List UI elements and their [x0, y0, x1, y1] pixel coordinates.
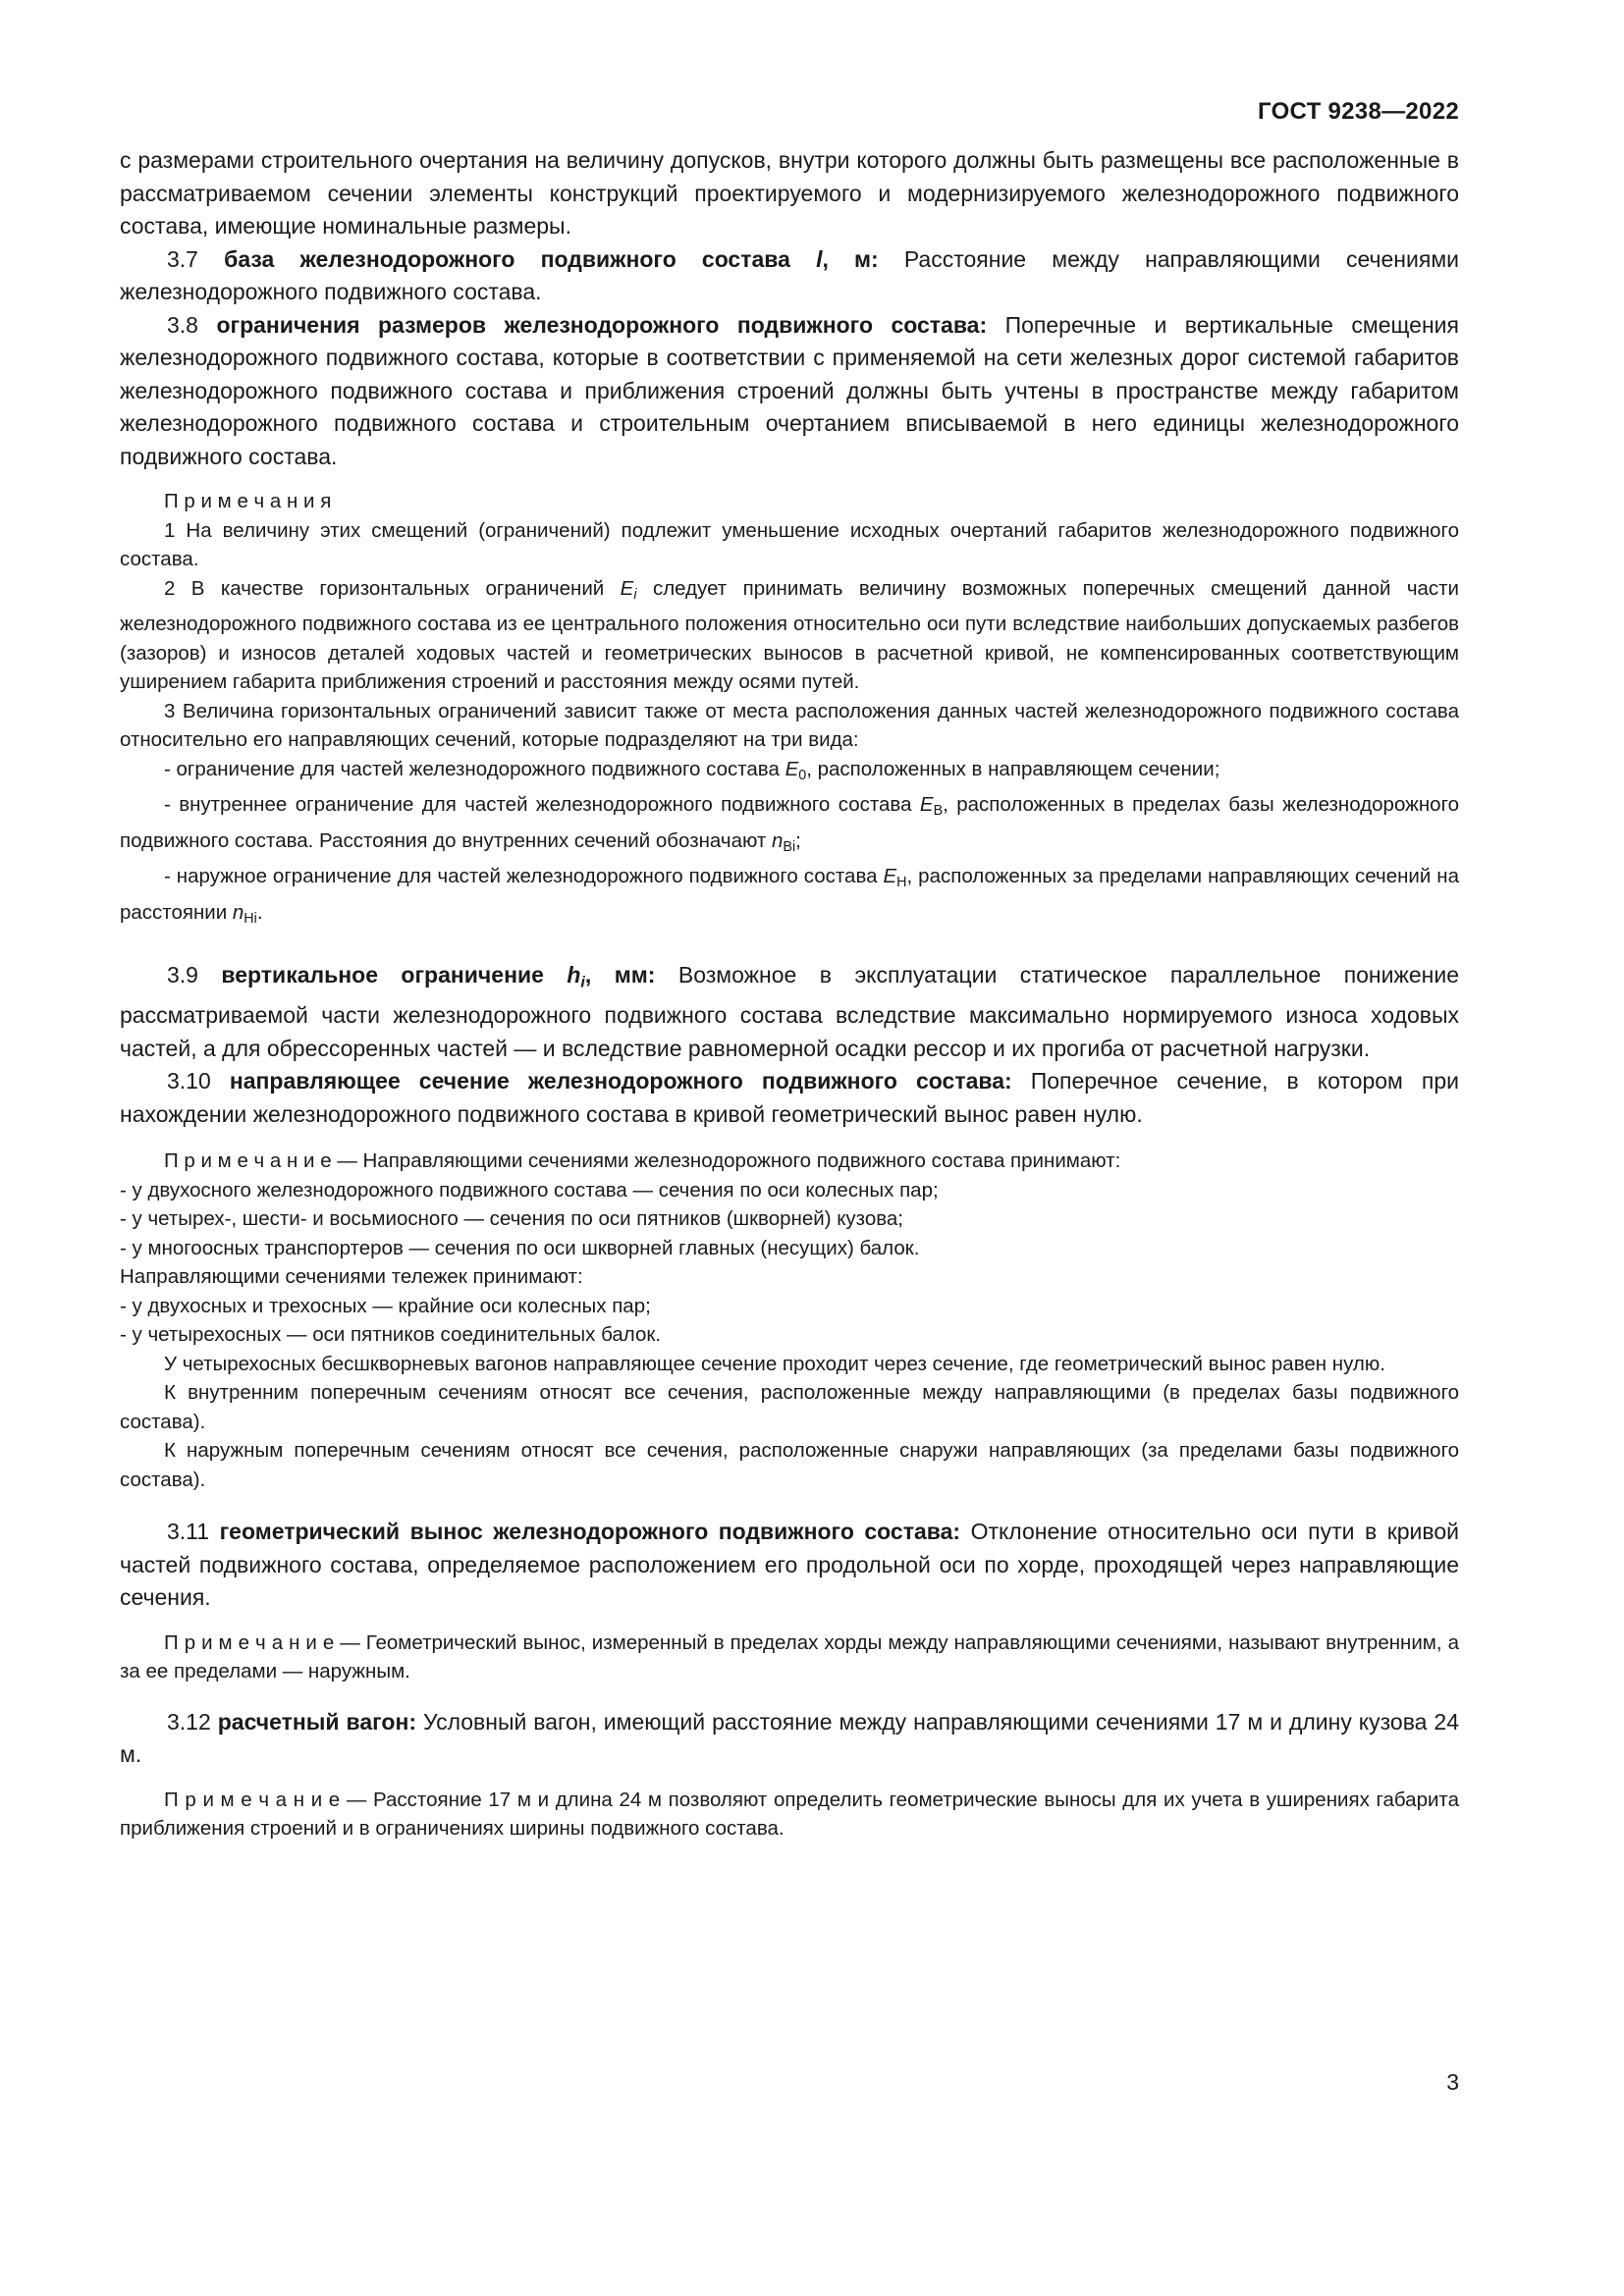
term-title: расчетный вагон:	[217, 1708, 423, 1735]
note-bullet-e0	[120, 755, 1459, 791]
page-number-value: 3	[1446, 2069, 1459, 2095]
note-text: ;	[795, 828, 801, 852]
note-list-item-1: - у двухосного железнодорожного подвижного состава — сечения по оси колесных пар;	[120, 1178, 939, 1201]
term-number: 3.11	[167, 1519, 220, 1545]
term-number: 3.8	[167, 311, 217, 338]
subscript-n: Н	[896, 875, 907, 891]
notes-block-3-8	[120, 487, 1459, 934]
term-title: ограничения размеров железнодорожного подвижного состава:	[216, 311, 1005, 338]
term-definition: Условный вагон, имеющий расстояние между направляющими сечениями 17 м и длину кузова 24 м.	[120, 1708, 1459, 1768]
term-3-11	[120, 1516, 1459, 1615]
note-intro: П р и м е ч а н и е — Направляющими сечениями железнодорожного подвижного состава принимают:	[164, 1149, 1121, 1173]
term-number: 3.9	[167, 962, 222, 988]
doc-header	[120, 98, 1459, 126]
symbol-E: E	[785, 757, 799, 780]
term-3-7	[120, 243, 1459, 309]
symbol-n: n	[232, 900, 244, 924]
note-list-item-4: Направляющими сечениями тележек принимают:	[120, 1265, 583, 1289]
note-text: - ограничение для частей железнодорожного подвижного состава	[164, 757, 785, 780]
page-content	[120, 144, 1459, 1843]
term-definition: Поперечные и вертикальные смещения железнодорожного подвижного состава, которые в соответствии с применяемой на сети железных дорог системой габаритов железнодорожного подвижного состава и приближения строений должны быть учтены в пространстве между габаритом железнодорожного подвижного состава и строительным очертанием вписываемой в него единицы железнодорожного подвижного состава.	[120, 311, 1459, 469]
term-symbol-h: h	[567, 962, 581, 988]
note-text: , расположенных за пределами направляющих сечений на расстоянии	[120, 865, 1460, 924]
term-3-9	[120, 959, 1459, 1065]
symbol-E: E	[883, 865, 897, 888]
note-bullet-en	[120, 862, 1459, 934]
note-block-3-12	[120, 1786, 1459, 1843]
note-text: П р и м е ч а н и е — Геометрический вынос, измеренный в пределах хорды между направляющими сечениями, называют внутренним, а за ее пределами — наружным.	[120, 1630, 1459, 1683]
subscript-vi: Вi	[783, 838, 796, 855]
term-number: 3.10	[167, 1068, 230, 1095]
term-definition: Отклонение относительно оси пути в кривой частей подвижного состава, определяемое расположением его продольной оси по хорде, проходящей через направляющие сечения.	[120, 1519, 1460, 1611]
note-text: 2 В качестве горизонтальных ограничений	[164, 576, 621, 600]
term-title: геометрический вынос железнодорожного подвижного состава:	[219, 1519, 971, 1545]
note-paragraph-1: У четырехосных бесшкворневых вагонов направляющее сечение проходит через сечение, где геометрический вынос равен нулю.	[164, 1352, 1385, 1375]
note-text: , расположенных в направляющем сечении;	[806, 757, 1220, 780]
term-3-10	[120, 1065, 1459, 1131]
subscript-ni: Нi	[244, 910, 257, 927]
subscript-v: В	[933, 803, 944, 820]
note-text: - внутреннее ограничение для частей железнодорожного подвижного состава	[164, 793, 920, 817]
term-title: направляющее сечение железнодорожного подвижного состава:	[229, 1068, 1031, 1095]
note-block-3-10	[120, 1147, 1459, 1494]
note-paragraph-3: К наружным поперечным сечениям относят все сечения, расположенные снаружи направляющих (за пределами базы подвижного состава).	[120, 1439, 1459, 1491]
term-unit: , м:	[822, 245, 904, 272]
note-list-item-2: - у четырех-, шести- и восьмиосного — сечения по оси пятников (шкворней) кузова;	[120, 1207, 903, 1231]
note-1: 1 На величину этих смещений (ограничений) подлежит уменьшение исходных очертаний габаритов железнодорожного подвижного состава.	[120, 518, 1459, 570]
term-number: 3.12	[167, 1708, 218, 1735]
note-text: .	[256, 900, 263, 924]
term-title: вертикальное ограничение	[221, 962, 568, 988]
term-3-12	[120, 1706, 1459, 1772]
subscript-i: i	[580, 973, 585, 991]
term-title: база железнодорожного подвижного состава	[224, 245, 817, 272]
term-3-8	[120, 309, 1459, 474]
term-definition: Расстояние между направляющими сечениями железнодорожного подвижного состава.	[120, 245, 1459, 304]
note-text: , расположенных в пределах базы железнодорожного подвижного состава. Расстояния до внутренних сечений обозначают	[120, 793, 1459, 852]
term-number: 3.7	[167, 245, 225, 272]
symbol-n: n	[771, 828, 784, 852]
symbol-E: E	[620, 576, 634, 600]
note-list-item-6: - у четырехосных — оси пятников соединительных балок.	[120, 1323, 662, 1347]
page-number	[120, 2069, 1459, 2096]
note-block-3-11	[120, 1629, 1459, 1686]
symbol-E: E	[919, 793, 934, 817]
note-list-item-3: - у многоосных транспортеров — сечения по оси шкворней главных (несущих) балок.	[120, 1236, 920, 1259]
note-bullet-ev	[120, 790, 1459, 862]
note-text: П р и м е ч а н и е — Расстояние 17 м и длина 24 м позволяют определить геометрические выносы для их учета в уширениях габарита приближения строений и в ограничениях ширины подвижного состава.	[120, 1788, 1459, 1841]
paragraph-intro: с размерами строительного очертания на величину допусков, внутри которого должны быть размещены все расположенные в рассматриваемом сечении элементы конструкций проектируемого и модернизируемого железнодорожного подвижного состава, имеющие номинальные размеры.	[120, 147, 1459, 239]
term-unit: , мм:	[584, 962, 678, 988]
subscript-0: 0	[798, 767, 807, 783]
term-definition: Возможное в эксплуатации статическое параллельное понижение рассматриваемой части железнодорожного подвижного состава вследствие максимально нормируемого износа ходовых частей, а для обрессоренных частей — и вследствие равномерной осадки рессор и их прогиба от расчетной нагрузки.	[120, 962, 1460, 1061]
note-paragraph-2: К внутренним поперечным сечениям относят все сечения, расположенные между направляющими (в пределах базы подвижного состава).	[120, 1381, 1459, 1433]
subscript-i: i	[633, 586, 637, 603]
note-2	[120, 574, 1459, 697]
doc-number: ГОСТ 9238—2022	[1257, 98, 1459, 125]
term-symbol-l: l	[816, 245, 823, 272]
term-definition: Поперечное сечение, в котором при нахождении железнодорожного подвижного состава в кривой геометрический вынос равен нулю.	[120, 1068, 1460, 1127]
notes-title: П р и м е ч а н и я	[164, 490, 332, 512]
note-text: - наружное ограничение для частей железнодорожного подвижного состава	[164, 865, 884, 888]
note-3: 3 Величина горизонтальных ограничений зависит также от места расположения данных частей железнодорожного подвижного состава относительно его направляющих сечений, которые подразделяют на три вида:	[120, 699, 1459, 752]
note-text: следует принимать величину возможных поперечных смещений данной части железнодорожного подвижного состава из ее центрального положения относительно оси пути вследствие наибольших допускаемых разбегов (зазоров) и износов деталей ходовых частей и геометрических выносов в расчетной кривой, не компенсированных соответствующим уширением габарита приближения строений и расстояния между осями путей.	[120, 576, 1459, 694]
note-list-item-5: - у двухосных и трехосных — крайние оси колесных пар;	[120, 1294, 651, 1317]
